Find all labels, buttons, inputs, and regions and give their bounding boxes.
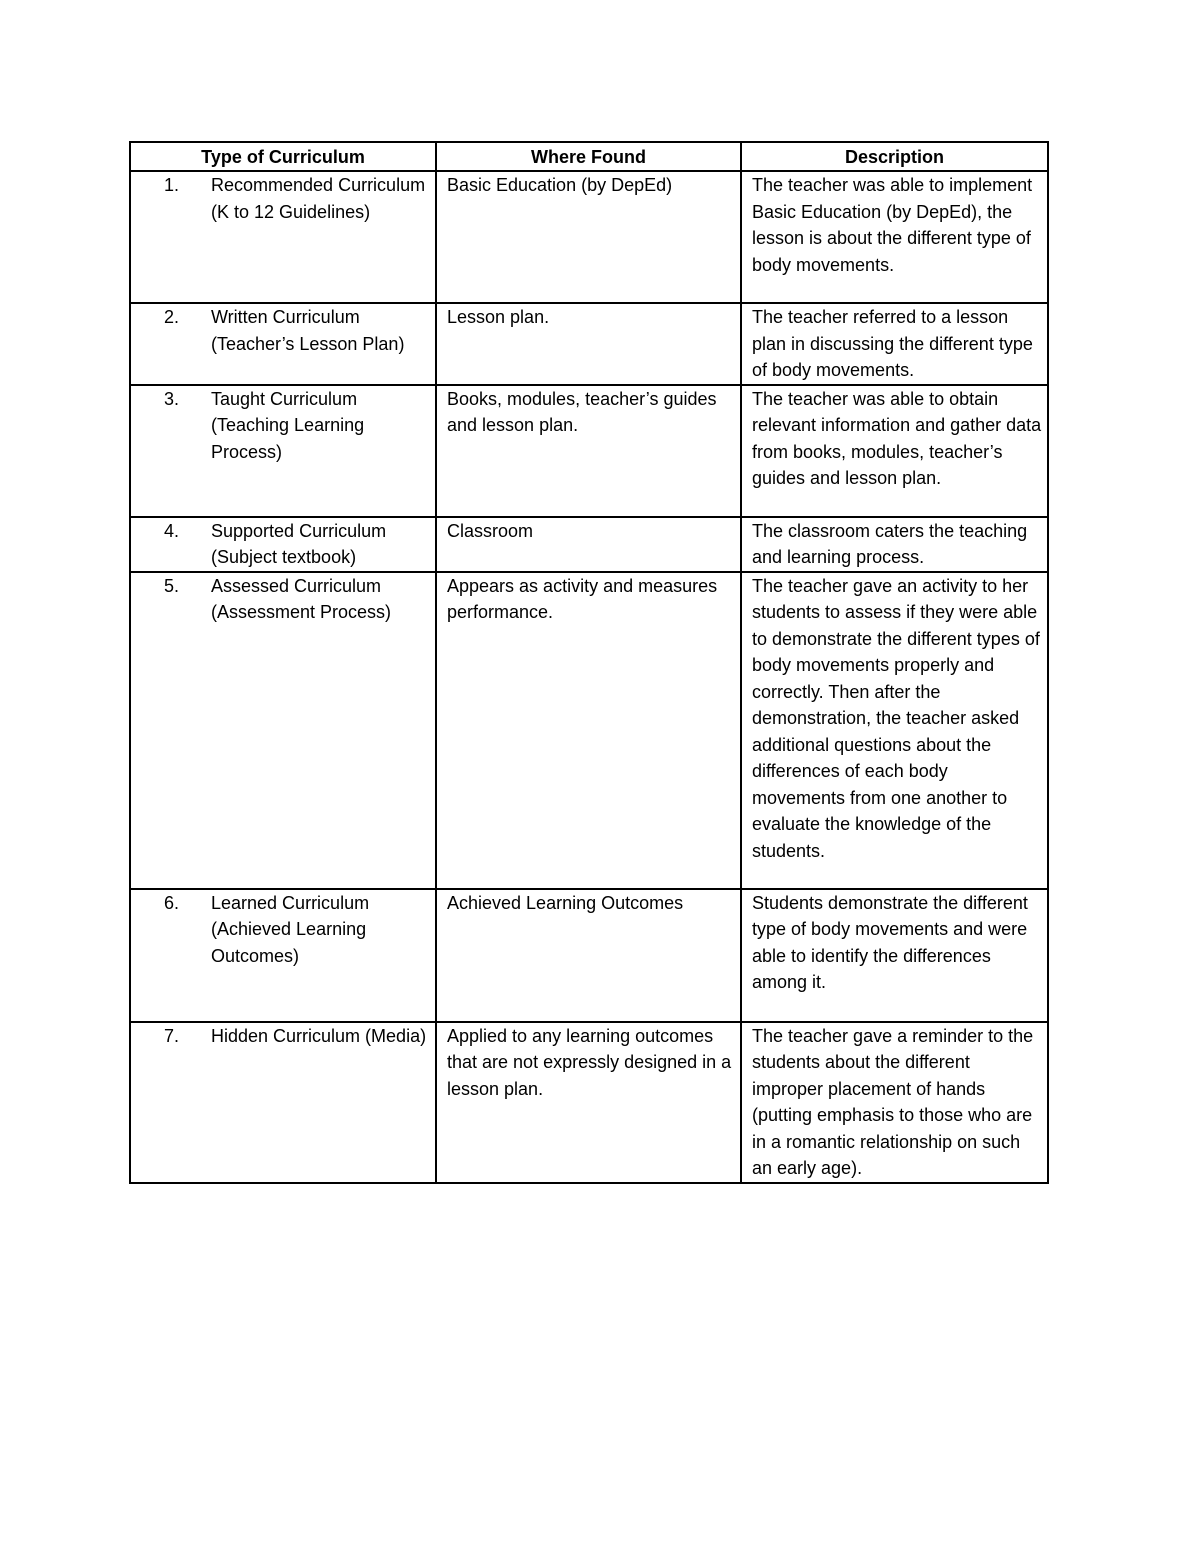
row-number: 7.: [163, 1025, 179, 1046]
table-row: [130, 303, 1048, 385]
row-number: 6.: [163, 892, 179, 913]
where-found-cell: Appears as activity and measures performance.: [436, 572, 741, 889]
table-row: [130, 171, 1048, 303]
description-cell: The teacher referred to a lesson plan in discussing the different type of body movements.: [741, 303, 1048, 385]
where-found-cell: Lesson plan.: [436, 303, 741, 385]
row-number: 5.: [163, 575, 179, 596]
description-cell: The teacher was able to obtain relevant information and gather data from books, modules, teacher’s guides and lesson plan.: [741, 385, 1048, 517]
row-number: 3.: [163, 388, 179, 409]
description-cell: The teacher gave a reminder to the students about the different improper placement of hands (putting emphasis to those who are in a romantic relationship on such an early age).: [741, 1022, 1048, 1183]
type-cell: [130, 572, 436, 889]
header-description: Description: [741, 142, 1048, 171]
row-number: 1.: [163, 175, 179, 195]
description-cell: The teacher gave an activity to her students to assess if they were able to demonstrate the different types of body movements properly and correctly. Then after the demonstration, the teacher asked additional questions about the differences of each body movements from one another to evaluate the knowledge of the students.: [741, 572, 1048, 889]
row-number: 2.: [163, 307, 179, 327]
curriculum-type: Assessed Curriculum (Assessment Process): [211, 575, 392, 622]
type-cell: [130, 171, 436, 303]
row-number: 4.: [163, 520, 179, 541]
type-cell: [130, 889, 436, 1022]
curriculum-type: Written Curriculum (Teacher’s Lesson Plan): [211, 307, 405, 354]
type-cell: [130, 517, 436, 572]
where-found-cell: Achieved Learning Outcomes: [436, 889, 741, 1022]
type-cell: [130, 385, 436, 517]
table-row: [130, 1022, 1048, 1183]
header-where-found: Where Found: [436, 142, 741, 171]
curriculum-type: Supported Curriculum (Subject textbook): [211, 520, 387, 567]
type-cell: [130, 1022, 436, 1183]
curriculum-type: Learned Curriculum (Achieved Learning Outcomes): [211, 892, 370, 966]
description-cell: The teacher was able to implement Basic Education (by DepEd), the lesson is about the different type of body movements.: [741, 171, 1048, 303]
header-type-of-curriculum: Type of Curriculum: [130, 142, 436, 171]
description-cell: Students demonstrate the different type of body movements and were able to identify the differences among it.: [741, 889, 1048, 1022]
where-found-cell: Applied to any learning outcomes that are not expressly designed in a lesson plan.: [436, 1022, 741, 1183]
table-header-row: [130, 142, 1048, 171]
table-row: [130, 572, 1048, 889]
description-cell: The classroom caters the teaching and learning process.: [741, 517, 1048, 572]
curriculum-table: [129, 141, 1049, 1184]
curriculum-type: Recommended Curriculum (K to 12 Guidelines): [211, 175, 426, 222]
where-found-cell: Classroom: [436, 517, 741, 572]
curriculum-type: Taught Curriculum (Teaching Learning Process): [211, 388, 365, 462]
curriculum-type: Hidden Curriculum (Media): [211, 1025, 427, 1046]
table-row: [130, 517, 1048, 572]
where-found-cell: Basic Education (by DepEd): [436, 171, 741, 303]
table-row: [130, 385, 1048, 517]
type-cell: [130, 303, 436, 385]
where-found-cell: Books, modules, teacher’s guides and lesson plan.: [436, 385, 741, 517]
table-row: [130, 889, 1048, 1022]
